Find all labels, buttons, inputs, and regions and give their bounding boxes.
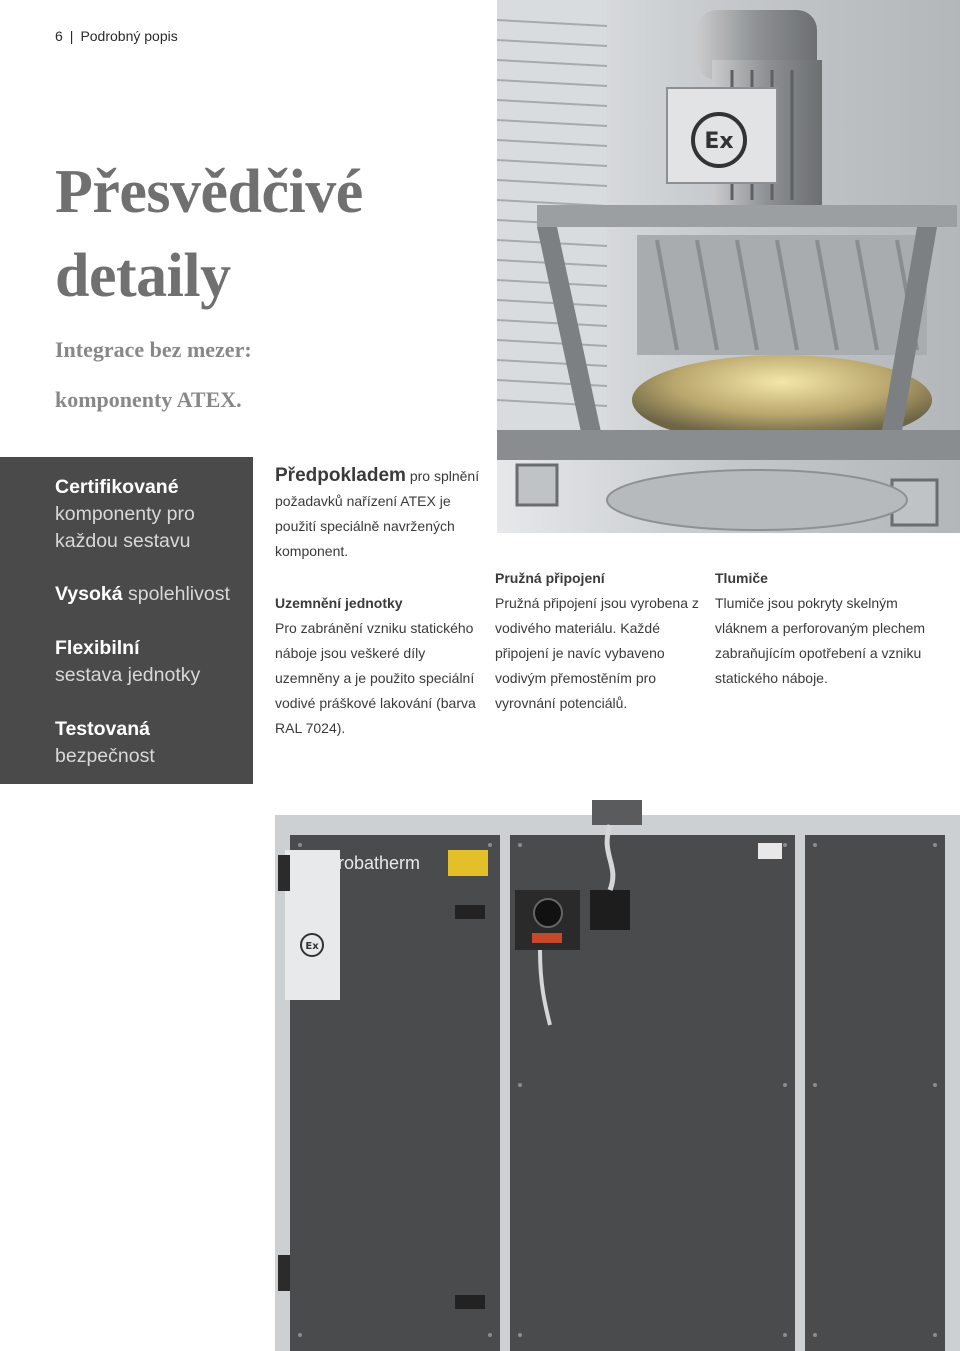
feature-certified-bold: Certifikované — [55, 476, 179, 498]
feature-certified-line1: komponenty pro — [55, 503, 195, 525]
title-line-2: detaily — [55, 242, 231, 310]
page-header — [55, 28, 178, 44]
feature-certified-line2: každou sestavu — [55, 530, 191, 552]
silencer-section — [715, 566, 945, 691]
type-plate — [285, 850, 340, 1000]
feature-reliability-rest: spolehlivost — [122, 583, 230, 605]
connector-box — [590, 890, 630, 930]
page-title — [55, 150, 363, 318]
mounting-plate — [537, 205, 957, 227]
intro-lead-rest: pro — [405, 468, 431, 484]
door-handle-top — [455, 905, 485, 919]
intro-lead: Předpokladem — [275, 465, 406, 486]
feature-tested-line1: bezpečnost — [55, 745, 155, 767]
feature-certified — [55, 474, 195, 555]
subtitle-line-1: Integrace bez mezer: — [55, 337, 252, 362]
top-junction-box — [592, 800, 642, 825]
section-name: Podrobný popis — [80, 28, 178, 44]
grounding-section — [275, 591, 480, 741]
feature-tested — [55, 716, 155, 770]
switch-label — [532, 933, 562, 943]
header-separator: | — [69, 28, 74, 44]
silencer-text: Tlumiče jsou pokryty skelným vláknem a perforovaným plechem zabraňujícím opotřebení a vzniku statického náboje. — [715, 595, 926, 686]
feature-reliability — [55, 581, 230, 608]
grounding-text: Pro zabránění vzniku statického náboje jsou veškeré díly uzemněny a je použito speciální vodivé práškové lakování (barva RAL 7024). — [275, 620, 476, 736]
door-handle-bottom — [455, 1295, 485, 1309]
title-line-1: Přesvědčivé — [55, 158, 363, 226]
flexible-section — [495, 566, 705, 716]
warning-sticker — [448, 850, 488, 876]
page-number: 6 — [55, 28, 63, 44]
unit-photo — [270, 795, 960, 1351]
fan-wheel — [637, 235, 927, 355]
feature-sidebar — [0, 457, 253, 784]
right-panel — [805, 835, 945, 1351]
grounding-heading: Uzemnění jednotky — [275, 595, 403, 611]
unit-illustration — [270, 795, 960, 1351]
flexible-text: Pružná připojení jsou vyrobena z vodivého materiálu. Každé připojení je navíc vybaveno vodivým přemostěním pro vyrovnání potenciálů. — [495, 595, 699, 711]
fan-illustration — [497, 0, 960, 533]
intro-text: splnění požadavků nařízení ATEX je použití speciálně navržených komponent. — [275, 468, 480, 559]
silencer-heading: Tlumiče — [715, 570, 768, 586]
feature-tested-bold: Testovaná — [55, 718, 151, 740]
intro-paragraph — [275, 463, 485, 564]
subtitle-line-2: komponenty ATEX. — [55, 387, 242, 412]
rotary-switch-icon — [534, 899, 562, 927]
feature-flexible-bold: Flexibilní — [55, 637, 140, 659]
feature-reliability-bold: Vysoká — [55, 583, 123, 605]
flexible-heading: Pružná připojení — [495, 570, 605, 586]
unit-ex-label: Ex — [305, 941, 319, 952]
fan-inlet-ring — [607, 470, 907, 530]
fan-ex-label: Ex — [704, 129, 734, 154]
fan-photo — [497, 0, 960, 533]
feature-flexible — [55, 635, 200, 689]
hinge-top — [278, 855, 290, 891]
brand-logo: robatherm — [338, 853, 421, 873]
small-plate — [758, 843, 782, 859]
hinge-bottom — [278, 1255, 290, 1291]
feature-flexible-line1: sestava jednotky — [55, 664, 201, 686]
base-frame — [497, 430, 960, 460]
